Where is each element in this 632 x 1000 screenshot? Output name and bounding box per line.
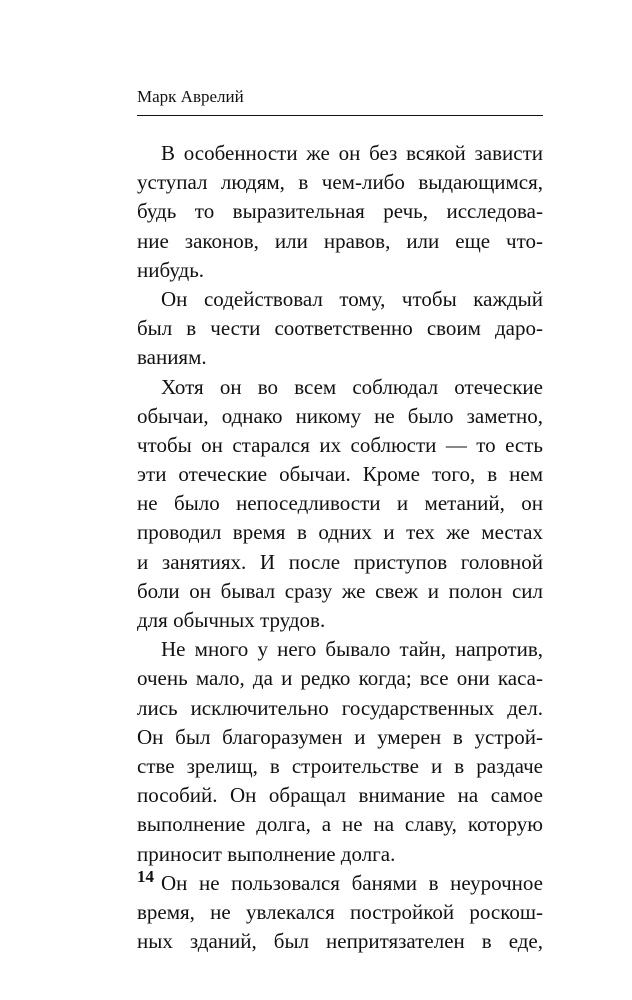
text-line: лись исключительно государственных дел.: [137, 695, 543, 720]
text-line: проводил время в одних и тех же местах: [137, 520, 543, 545]
text-line: не было непоседливости и метаний, он: [137, 491, 543, 516]
text-line: Он содействовал тому, чтобы каждый: [161, 286, 543, 311]
text-line: время, не увлекался постройкой роскош-: [137, 899, 543, 924]
header-rule: [137, 115, 543, 116]
text-line: очень мало, да и редко когда; все они каса-: [137, 666, 543, 691]
text-line: пособий. Он обращал внимание на самое: [137, 783, 543, 808]
body-text: [137, 139, 543, 956]
text-line: уступал людям, в чем-либо выдающимся,: [137, 170, 543, 195]
text-line: В особенности же он без всякой зависти: [161, 141, 543, 165]
text-line: стве зрелищ, в строительстве и в раздаче: [137, 753, 543, 778]
text-line: чтобы он старался их соблюсти — то есть: [137, 432, 543, 457]
text-line: для обычных трудов.: [137, 608, 326, 632]
text-line: и занятиях. И после приступов головной: [137, 549, 543, 574]
text-line: обычаи, однако никому не было заметно,: [137, 403, 543, 428]
text-line: ваниям.: [137, 345, 207, 370]
text-line: выполнение долга, а не на славу, которую: [137, 812, 543, 837]
text-line: Хотя он во всем соблюдал отеческие: [161, 374, 543, 399]
text-line: ние законов, или нравов, или еще что-: [137, 228, 543, 253]
text-line: будь то выразительная речь, исследова-: [137, 199, 543, 224]
text-line: Он не пользовался банями в неурочное: [161, 870, 543, 895]
running-head: Марк Аврелий: [137, 87, 244, 106]
text-line: ных зданий, был непритязателен в еде,: [137, 929, 543, 954]
text-line: нибудь.: [137, 257, 205, 282]
text-line: боли он бывал сразу же свеж и полон сил: [137, 578, 543, 603]
page-number: 14: [137, 867, 154, 886]
text-line: приносит выполнение долга.: [137, 841, 396, 866]
text-line: Он был благоразумен и умерен в устрой-: [137, 724, 543, 749]
text-line: Не много у него бывало тайн, напротив,: [161, 637, 543, 662]
text-line: эти отеческие обычаи. Кроме того, в нем: [137, 462, 543, 487]
text-line: был в чести соответственно своим даро-: [137, 316, 543, 341]
